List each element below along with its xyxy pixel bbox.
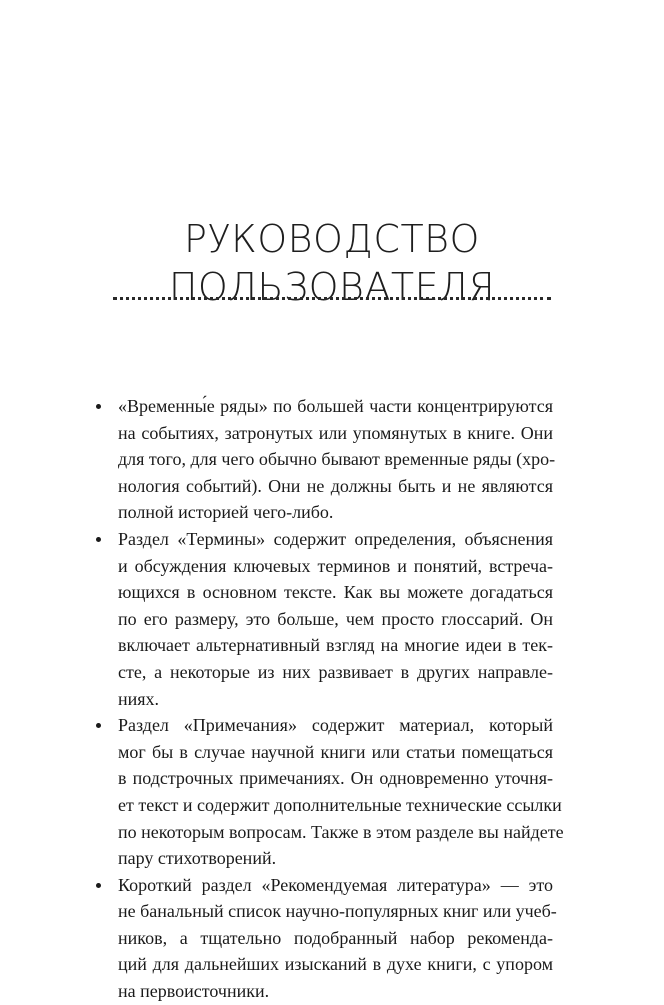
text-line: ет текст и содержит дополнительные технические ссылки — [118, 794, 562, 815]
bullet-list — [96, 393, 564, 1005]
list-item-timelines — [96, 393, 556, 526]
list-item-reading — [96, 872, 557, 1005]
text-line: ций для дальнейших изысканий в духе книги, с упором — [118, 954, 553, 975]
text-line: на событиях, затронутых или упомянутых в книге. Они — [118, 422, 553, 443]
text-line: по его размеру, это больше, чем просто глоссарий. Он — [118, 608, 553, 629]
text-line: по некоторым вопросам. Также в этом разделе вы найдете — [118, 821, 564, 842]
text-line: на первоисточники. — [118, 981, 270, 1002]
text-line: полной историей чего-либо. — [118, 502, 334, 523]
text-line: включает альтернативный взгляд на многие идеи в тек- — [118, 635, 553, 656]
text-line: нология событий). Они не должны быть и не являются — [118, 475, 553, 496]
text-line: «Временны́е ряды» по большей части концентрируются — [118, 396, 553, 416]
text-line: и обсуждения ключевых терминов и понятий, встреча- — [118, 555, 553, 576]
text-line: мог бы в случае научной книги или статьи помещаться — [118, 741, 553, 762]
text-line: для того, для чего обычно бывают временные ряды (хро- — [118, 449, 556, 470]
text-line: не банальный список научно-популярных книг или учеб- — [118, 901, 557, 922]
text-line: Раздел «Примечания» содержит материал, который — [118, 715, 553, 736]
text-line: пару стихотворений. — [118, 848, 277, 869]
title-line-1: РУКОВОДСТВО — [184, 217, 480, 262]
dotted-divider — [113, 297, 551, 300]
list-item-terms — [96, 526, 553, 712]
text-line: ников, а тщательно подобранный набор рекоменда- — [118, 927, 553, 948]
text-line: ющихся в основном тексте. Как вы можете догадаться — [118, 582, 553, 603]
title-line-2: ПОЛЬЗОВАТЕЛЯ — [168, 265, 496, 310]
text-line: в подстрочных примечаниях. Он одновременно уточня- — [118, 768, 553, 789]
text-line: Раздел «Термины» содержит определения, объяснения — [118, 528, 553, 549]
text-line: Короткий раздел «Рекомендуемая литература» — это — [118, 874, 553, 895]
text-line: сте, а некоторые из них развивает в других направле- — [118, 661, 553, 682]
text-line: ниях. — [118, 688, 160, 709]
list-item-notes — [96, 712, 564, 872]
